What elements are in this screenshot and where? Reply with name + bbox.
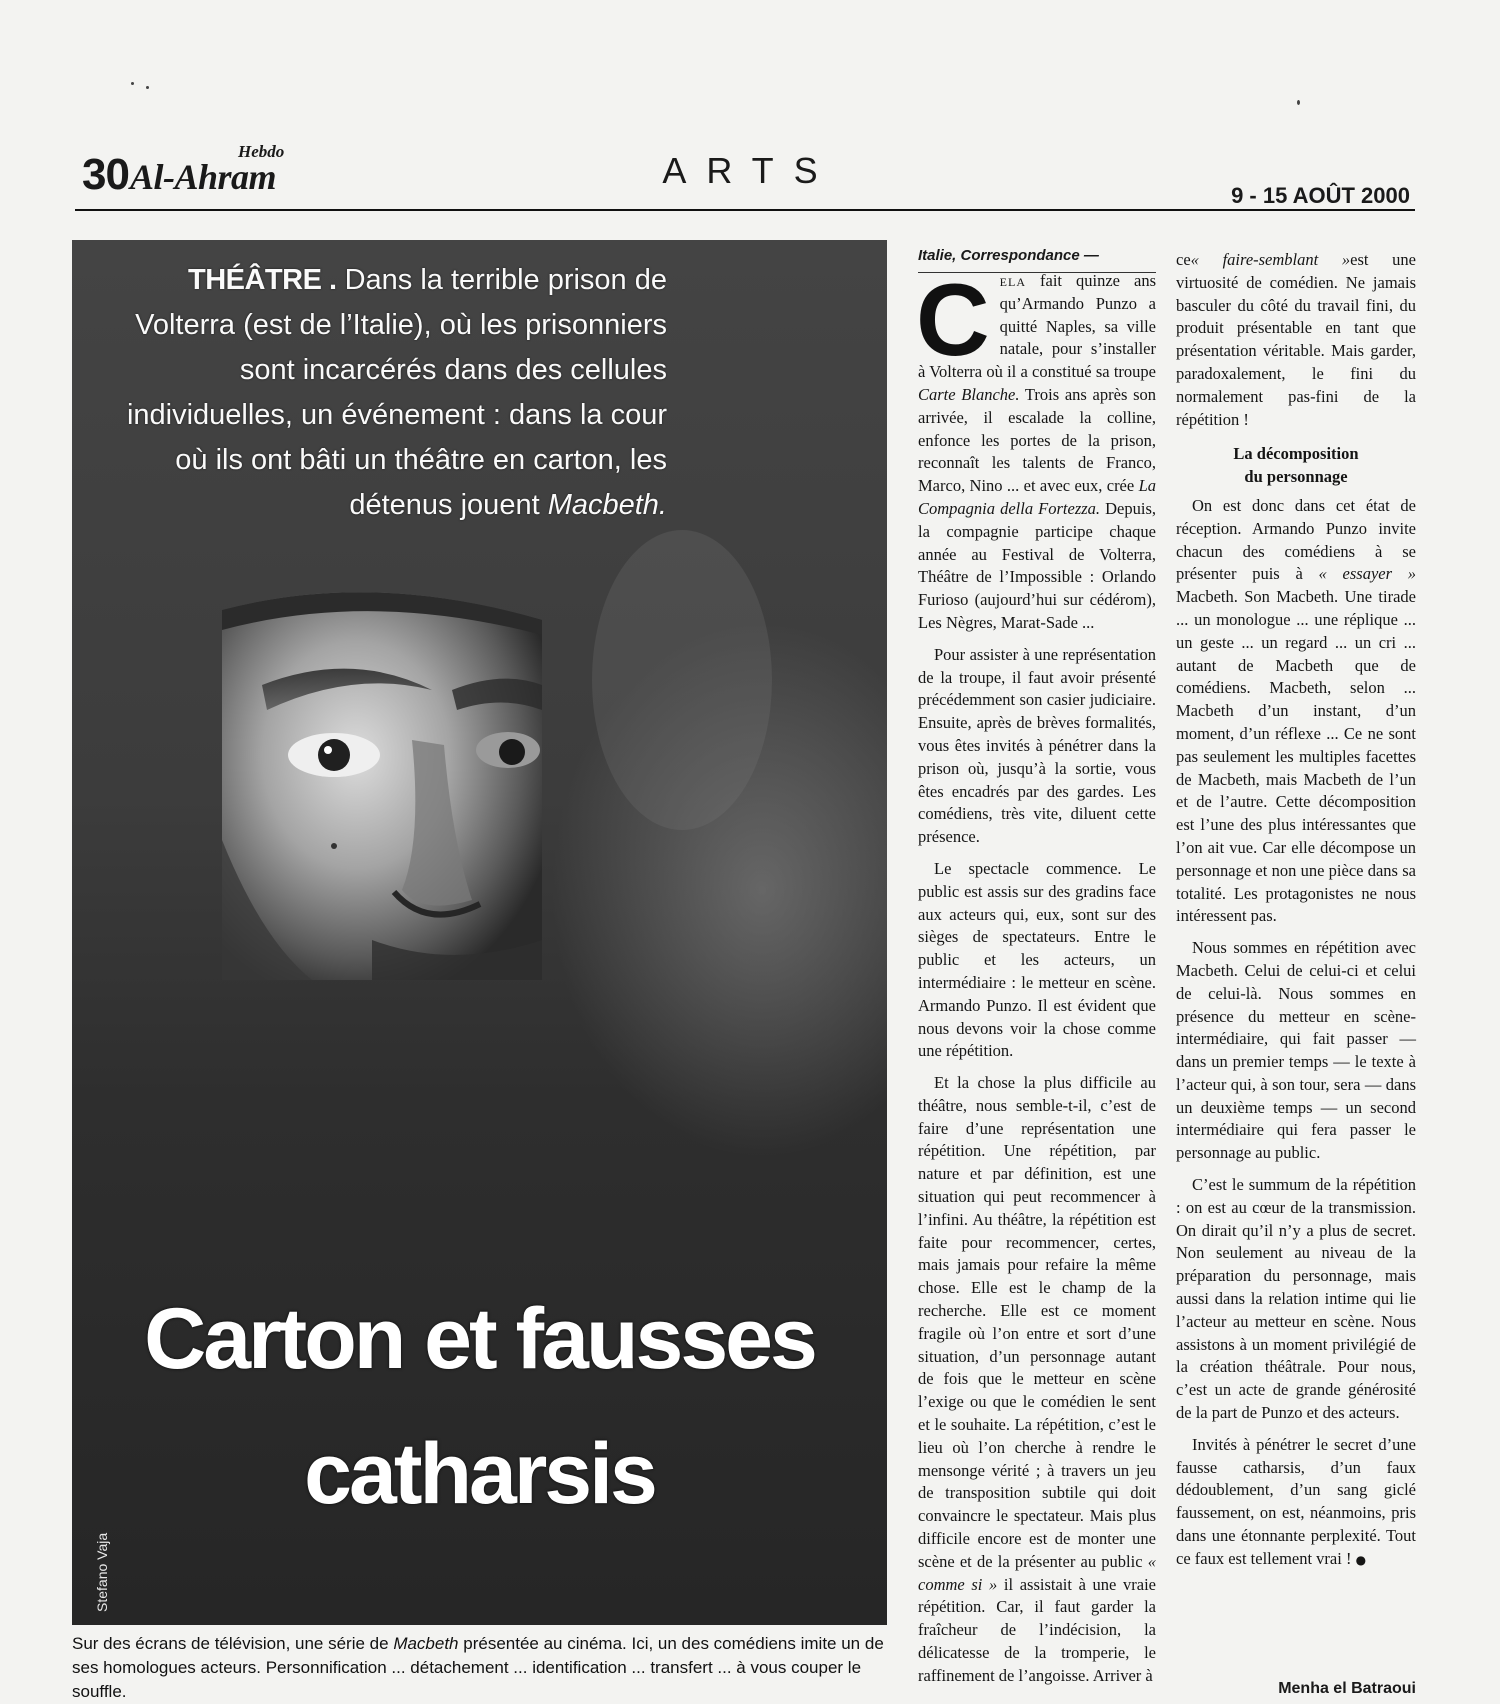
scan-speck [1297, 100, 1300, 105]
byline: Menha el Batraoui [1278, 1680, 1416, 1697]
paragraph: Nous sommes en répétition avec Macbeth. Celui de celui-ci et celui de celui-là. Nous sommes en présence du metteur en scène-intermédiaire, qui fait passer — dans un premier temps — le texte à l’acteur qui, à son tour, sera — dans un deuxième temps — un second intermédiaire qui fera passer le personnage au public. [1176, 938, 1416, 1163]
paragraph-continuation [1176, 249, 1416, 431]
dateline: Italie, Correspondance — [918, 247, 1099, 264]
paragraph-emphasis: Carte Blanche. [918, 384, 1020, 404]
paragraph-text: Et la chose la plus difficile au théâtre, nous semble-t-il, c’est de faire d’une représentation une répétition. Une répétition, par nature et par définition, est une situation qui peut recommencer à l’infini. Au théâtre, la répétition est faite pour recommencer, certes, mais jamais pour refaire la même chose. Elle est le champ de la recherche. Elle est ce moment fragile où l’on entre et sort d’une situation, d’un personnage autant de fois que le metteur en scène l’exige ou que le comédien le sent et le souhaite. La répétition, c’est le lieu où l’on cherche à rendre le mensonge vérité ; à travers un jeu de transposition subtile qui doit convaincre le spectateur. Mais plus difficile encore est de monter une scène et de la présenter au public [918, 1073, 1156, 1571]
deck-kicker: THÉÂTRE . [187, 264, 337, 296]
headline-line-1: Carton et fausses [144, 1291, 815, 1387]
subheading [1176, 443, 1416, 489]
paragraph: Pour assister à une représentation de la troupe, il faut avoir présenté précédemment son casier judiciaire. Ensuite, après de brèves formalités, vous êtes invités à pénétrer dans la prison où, jusqu’à la sortie, vous êtes encadrés par des gardes. Les comédiens, très vite, diluent cette présence. [918, 644, 1156, 847]
paragraph-emphasis: « essayer » [1318, 564, 1417, 584]
paragraph-text: Depuis, la compagnie participe chaque année au Festival de Volterra, Théâtre de l’Impossible : Orlando Furioso (aujourd’hui sur cédérom), Les Nègres, Marat-Sade ... [918, 498, 1157, 632]
end-mark-icon: ● [1355, 1552, 1367, 1567]
paragraph-text: Invités à pénétrer le secret d’une fausse catharsis, d’un faux dédoublement, d’un sang giclé faussement, on est, néanmoins, pris dans une étonnante perplexité. Tout ce faux est tellement vrai ! [1176, 1434, 1416, 1568]
paragraph [916, 263, 1157, 635]
caption-text: Sur des écrans de télévision, une série de [72, 1634, 389, 1653]
lead-in: ela [999, 271, 1026, 290]
newspaper-logo [130, 140, 310, 202]
paragraph [918, 1072, 1156, 1688]
paragraph-text: Macbeth. Son Macbeth. Une tirade ... un monologue ... une réplique ... un geste ... un regard ... un cri ... autant de Macbeth que de comédiens. Macbeth, selon ... Macbeth d’un instant, d’un moment, d’un réflexe ... Ce ne sont pas seulement les multiples facettes de Macbeth, mais Macbeth de l’un et de l’autre. Cette décomposition est l’une des plus intéressantes que l’on ait vue. Car elle décompose un personnage et non une pièce dans sa totalité. Les protagonistes ne nous intéressent pas. [1176, 587, 1416, 926]
paragraph-text: ce [1176, 250, 1191, 269]
article-column-1 [916, 263, 1157, 1697]
article-column-2 [1176, 249, 1416, 1580]
caption-text: présentée au cinéma. Ici, un des comédiens imite un de ses homologues acteurs. Personnification ... détachement ... identification ... transfert ... à vous couper le souffle. [72, 1634, 884, 1701]
paragraph: Le spectacle commence. Le public est assis sur des gradins face aux acteurs qui, eux, sont sur des sièges de spectateurs. Entre le public et les acteurs, un intermédiaire : le metteur en scène. Armando Punzo. Il est évident que nous devons voir la chose comme une répétition. [918, 858, 1156, 1061]
deck-emphasis: Macbeth. [547, 489, 667, 521]
article-deck [92, 258, 667, 528]
paragraph: C’est le summum de la répétition : on est au cœur de la transmission. On dirait qu’il n’y a plus de secret. Non seulement au niveau de la préparation du personnage, mais aussi dans la relation intime qui lie l’acteur au metteur en scène. Nous assistons à un moment privilégié de la création théâtrale. Pour nous, c’est un acte de grande générosité de la part de Punzo et des acteurs. [1176, 1175, 1416, 1423]
logo-title: Al-Ahram [130, 157, 277, 197]
paragraph [1176, 495, 1416, 928]
paragraph-emphasis: « comme si » [918, 1551, 1157, 1594]
paragraph-emphasis: « faire-semblant » [1190, 250, 1351, 269]
page-number: 30 [82, 150, 129, 199]
paragraph-emphasis: La Compagnia della Fortezza. [918, 476, 1157, 518]
logo-edition: Hebdo [238, 142, 285, 161]
scan-speck [131, 82, 134, 85]
paragraph-text: il assistait à une vraie répétition. Car, il faut garder la fraîcheur de l’indécision, la délicatesse de la tromperie, le raffinement de l’angoisse. Arriver à [918, 1574, 1156, 1685]
section-title: ARTS [662, 150, 838, 191]
photo-credit: Stefano Vaja [94, 1532, 110, 1612]
subheading-line: du personnage [1244, 467, 1348, 487]
headline-line-2: catharsis [304, 1426, 655, 1522]
paragraph [1176, 1434, 1416, 1571]
drop-cap: C [916, 263, 990, 377]
issue-date: 9 - 15 AOÛT 2000 [1231, 183, 1410, 208]
header-rule [75, 209, 1415, 211]
scan-speck [146, 86, 149, 89]
feature-photo [72, 240, 887, 1625]
paragraph-text: est une virtuosité de comédien. Ne jamais basculer du côté du travail fini, du produit présentable en tant que présentation véritable. Mais garder, paradoxalement, le fini du normalement pas-fini de la répétition ! [1176, 250, 1416, 429]
deck-text: Dans la terrible prison de Volterra (est de l’Italie), où les prisonniers sont incarcérés dans des cellules individuelles, un événement : dans la cour où ils ont bâti un théâtre en carton, les détenus jouent [126, 264, 667, 521]
paragraph-text: Trois ans après son arrivée, il escalade la colline, enfonce les portes de la prison, reconnaît les talents de Franco, Marco, Nino ... et avec eux, crée [918, 384, 1157, 496]
paragraph-text: On est donc dans cet état de réception. Armando Punzo invite chacun des comédiens à se présenter puis à [1176, 495, 1416, 584]
paragraph-text: fait quinze ans qu’Armando Punzo a quitté Naples, sa ville natale, pour s’installer à Volterra où il a constitué sa troupe [918, 271, 1156, 382]
photo-caption [72, 1632, 902, 1704]
subheading-line: La décomposition [1233, 444, 1359, 464]
caption-emphasis: Macbeth [393, 1634, 459, 1653]
